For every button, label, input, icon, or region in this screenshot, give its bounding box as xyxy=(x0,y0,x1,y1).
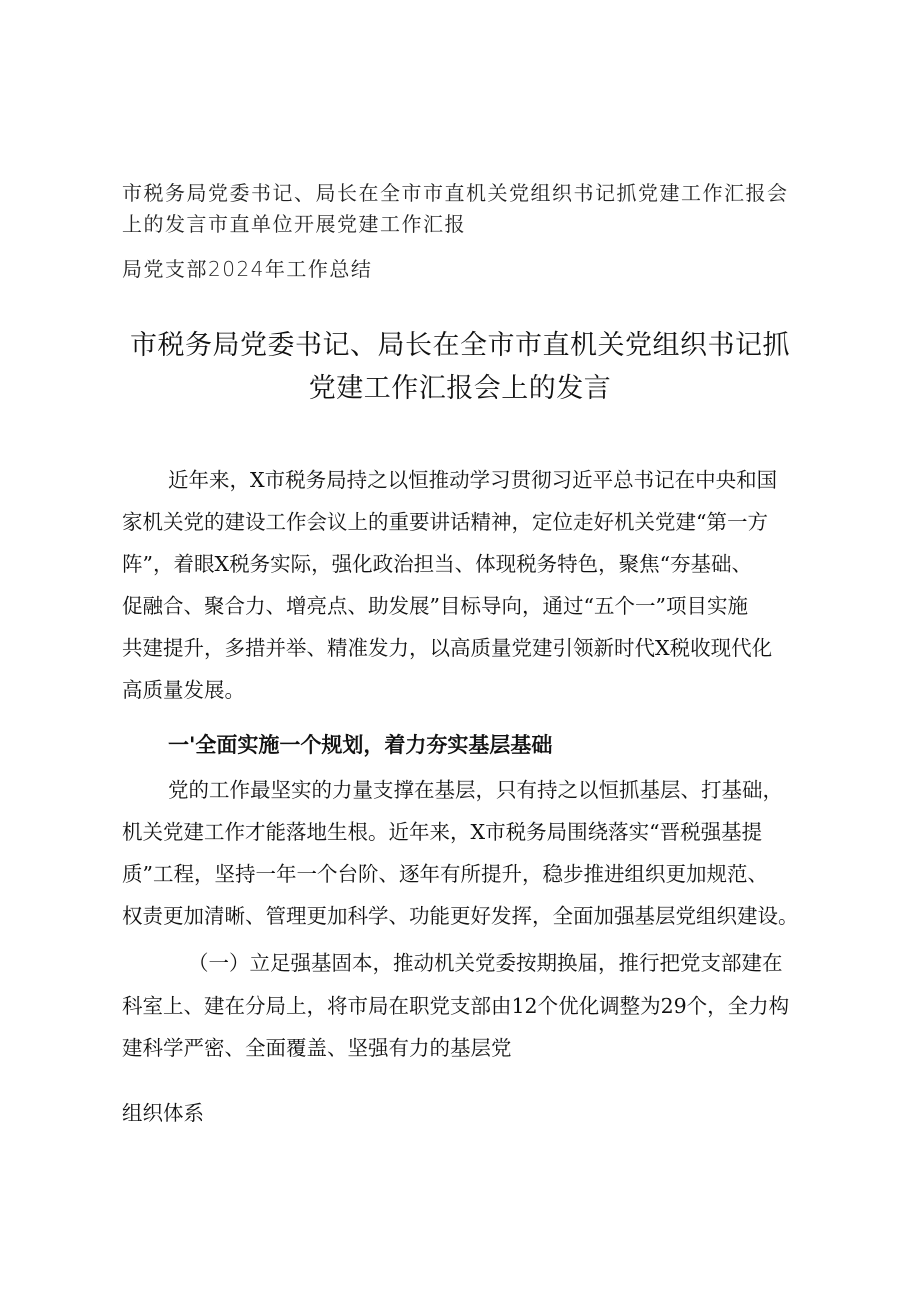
subsection1-line-2: 科室上、建在分局上，将市局在职党支部由12个优化调整为29个，全力构 xyxy=(122,994,790,1018)
intro-line-3: 阵”，着眼X税务实际，强化政治担当、体现税务特色，聚焦“夯基础、 xyxy=(122,552,753,576)
section1-line-3: 质”工程，坚持一年一个台阶、逐年有所提升，稳步推进组织更加规范、 xyxy=(122,862,768,886)
subsection1-tail: 组织体系 xyxy=(122,1101,204,1125)
subsection1-line-1: （一）立足强基固本，推动机关党委按期换届，推行把党支部建在 xyxy=(188,951,783,975)
section1-line-4: 权责更加清晰、管理更加科学、功能更好发挥，全面加强基层党组织建设。 xyxy=(122,904,799,928)
subsection1-line-3: 建科学严密、全面覆盖、坚强有力的基层党 xyxy=(122,1036,512,1060)
document-title-line-1: 市税务局党委书记、局长在全市市直机关党组织书记抓 xyxy=(130,330,790,361)
document-title-line-2: 党建工作汇报会上的发言 xyxy=(308,373,612,404)
intro-line-6: 高质量发展。 xyxy=(122,678,245,702)
section-heading-1: 一'全面实施一个规划，着力夯实基层基础 xyxy=(168,733,553,757)
intro-line-2: 家机关党的建设工作会议上的重要讲话精神，定位走好机关党建“第一方 xyxy=(122,510,768,534)
header-line-2: 上的发言市直单位开展党建工作汇报 xyxy=(122,212,466,236)
intro-line-5: 共建提升，多措并举、精准发力，以高质量党建引领新时代X税收现代化 xyxy=(122,636,773,660)
header-line-1: 市税务局党委书记、局长在全市市直机关党组织书记抓党建工作汇报会 xyxy=(122,181,789,205)
section1-line-2: 机关党建工作才能落地生根。近年来，X市税务局围绕落实“晋税强基提 xyxy=(122,820,763,844)
intro-line-4: 促融合、聚合力、增亮点、助发展”目标导向，通过“五个一”项目实施 xyxy=(122,594,748,618)
section1-line-1: 党的工作最坚实的力量支撑在基层，只有持之以恒抓基层、打基础， xyxy=(168,778,783,802)
intro-line-1: 近年来，X市税务局持之以恒推动学习贯彻习近平总书记在中央和国 xyxy=(168,468,778,492)
header-line-3: 局党支部2024年工作总结 xyxy=(122,257,373,281)
